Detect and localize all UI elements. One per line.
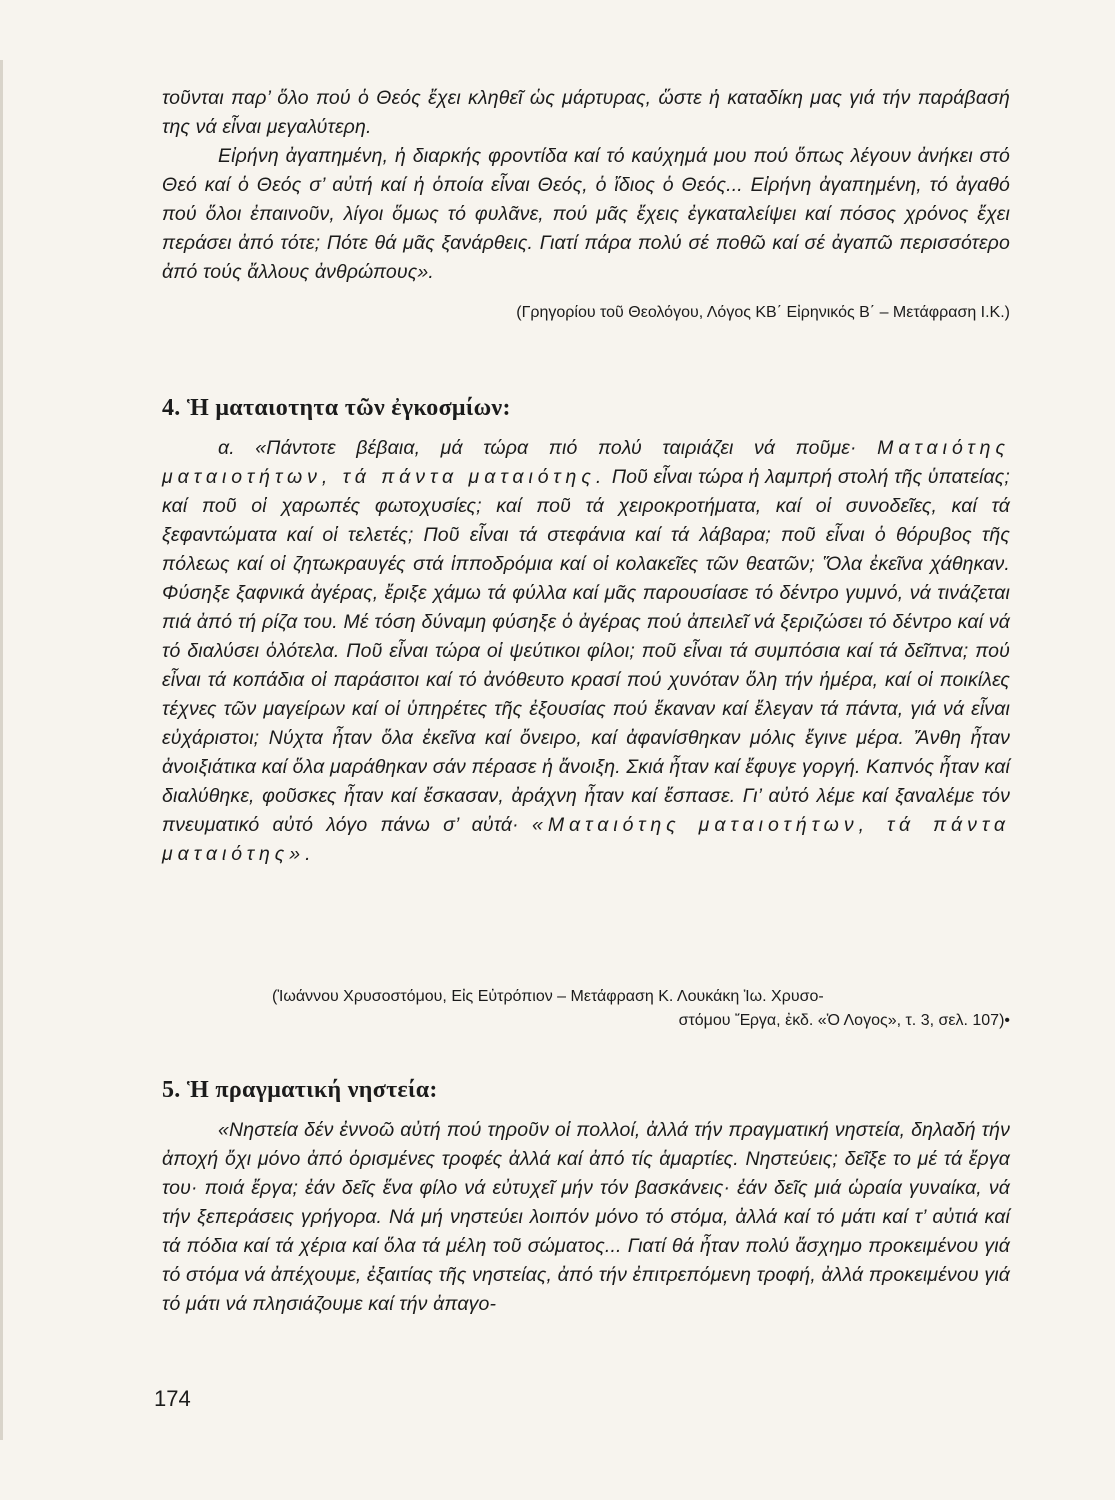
section3-tail xyxy=(162,84,1010,325)
citation-line-1: (Ἰωάννου Χρυσοστόμου, Εἰς Εὐτρόπιον – Μετάφραση Κ. Λουκάκη Ἰω. Χρυσο- xyxy=(272,988,824,1005)
section5-body: «Νηστεία δέν ἐννοῶ αὐτή πού τηροῦν οἱ πολλοί, ἀλλά τήν πραγματική νηστεία, δηλαδή τήν ἀποχή ὄχι μόνο ἀπό ὁρισμένες τροφές ἀλλά καί ἀπό τίς ἁμαρτίες. Νηστεύεις; δεῖξε το μέ τά ἔργα του· ποιά ἔργα; ἐάν δεῖς ἕνα φίλο νά εὐτυχεῖ μήν τόν βασκάνεις· ἐάν δεῖς μιά ὡραία γυναίκα, νά τήν ξεπεράσεις γρήγορα. Νά μή νηστεύει λοιπόν μόνο τό στόμα, ἀλλά καί τό μάτι καί τ’ αὐτιά καί τά πόδια καί τά χέρια καί ὅλα τά μέλη τοῦ σώματος... Γιατί θά ἦταν πολύ ἄσχημο προκειμένου γιά τό στόμα νά ἀπέχουμε, ἐξαιτίας τῆς νηστείας, ἀπό τήν ἐπιτρεπόμενη τροφή, ἀλλά προκειμένου γιά τό μάτι νά πλησιάζουμε καί τήν ἀπαγο- xyxy=(162,1119,1010,1315)
section4-lead: α. «Πάντοτε βέβαια, μά τώρα πιό πολύ ταιριάζει νά ποῦμε· xyxy=(218,437,857,459)
section4-body xyxy=(162,434,1010,869)
section4-text: Ποῦ εἶναι τώρα ἡ λαμπρή στολή τῆς ὑπατείας; καί ποῦ οἱ χαρωπές φωτοχυσίες; καί ποῦ τά χειροκροτήματα, καί οἱ συνοδεῖες, καί τά ξεφαντώματα καί οἱ τελετές; Ποῦ εἶναι τά στεφάνια καί τά λάβαρα; ποῦ εἶναι ὁ θόρυβος τῆς πόλεως καί οἱ ζητωκραυγές στά ἱπποδρόμια καί οἱ κολακεῖες τῶν θεατῶν; Ὅλα ἐκεῖνα χάθηκαν. Φύσηξε ξαφνικά ἀγέρας, ἔριξε χάμω τά φύλλα καί μᾶς παρουσίασε τό δέντρο γυμνό, νά τινάζεται πιά ἀπό τή ρίζα του. Μέ τόση δύναμη φύσηξε ὁ ἀγέρας πού ἀπειλεῖ νά ξεριζώσει τό δέντρο καί νά τό διαλύσει ὁλότελα. Ποῦ εἶναι τώρα οἱ ψεύτικοι φίλοι; ποῦ εἶναι τά συμπόσια καί τά δεῖπνα; πού εἶναι τά κοπάδια οἱ παράσιτοι καί τό ἀνόθευτο κρασί πού χυνόταν ὅλη τήν ἡμέρα, καί οἱ ποικίλες τέχνες τῶν μαγείρων καί οἱ ὑπηρέτες τῆς ἐξουσίας πού ἔκαναν καί ἔλεγαν τά πάντα, γιά νά εἶναι εὐχάριστοι; Νύχτα ἦταν ὅλα ἐκεῖνα καί ὄνειρο, καί ἀφανίσθηκαν μόλις ἔγινε μέρα. Ἄνθη ἦταν ἀνοιξιάτικα καί ὅλα μαράθηκαν σάν πέρασε ἡ ἄνοιξη. Σκιά ἦταν καί ἔφυγε γοργή. Καπνός ἦταν καί διαλύθηκε, φοῦσκες ἦταν καί ἔσκασαν, ἀράχνη ἦταν καί ἔσπασε. Γι’ αὐτό λέμε καί ξαναλέμε τόν πνευματικό αὐτό λόγο πάνω σ’ αὐτά· xyxy=(162,466,1011,836)
citation-chrysostom xyxy=(162,985,1010,1033)
section4-heading: 4. Ἡ ματαιοτητα τῶν ἐγκοσμίων: xyxy=(162,395,511,421)
page-number: 174 xyxy=(154,1386,191,1411)
vanity-phrase-1: Ματαιότης ματαιοτήτων, τά πάντα ματαιότης. xyxy=(162,437,1010,488)
citation-line-2: στόμου Ἔργα, ἐκδ. «Ὁ Λογος», τ. 3, σελ. 107)• xyxy=(678,1012,1010,1029)
paragraph-eirini: Εἰρήνη ἀγαπημένη, ἡ διαρκής φροντίδα καί τό καύχημά μου πού ὅπως λέγουν ἀνήκει στό Θεό καί ὁ Θεός σ’ αὐτή καί ἡ ὁποία εἶναι Θεός, ὁ ἴδιος ὁ Θεός... Εἰρήνη ἀγαπημένη, τό ἀγαθό πού ὅλοι ἐπαινοῦν, λίγοι ὅμως τό φυλᾶνε, πού μᾶς ἔχεις ἐγκαταλείψει καί πόσος χρόνος ἔχει περάσει ἀπό τότε; Πότε θά μᾶς ξανάρθεις. Γιατί πάρα πολύ σέ ποθῶ καί σέ ἀγαπῶ περισσότερο ἀπό τούς ἄλλους ἀνθρώπους». xyxy=(162,145,1010,283)
citation-gregory: (Γρηγορίου τοῦ Θεολόγου, Λόγος ΚΒ΄ Εἰρηνικός Β΄ – Μετάφραση Ι.Κ.) xyxy=(516,304,1010,321)
section4 xyxy=(162,395,1010,869)
paragraph-continuation: τοῦνται παρ’ ὅλο πού ὁ Θεός ἔχει κληθεῖ ὡς μάρτυρας, ὥστε ἡ καταδίκη μας γιά τήν παράβασή της νά εἶναι μεγαλύτερη. xyxy=(162,87,1010,138)
vanity-phrase-2: «Ματαιότης ματαιοτήτων, τά πάντα ματαιότης». xyxy=(162,814,1010,865)
section5 xyxy=(162,1077,1010,1319)
section5-heading: 5. Ἡ πραγματική νηστεία: xyxy=(162,1077,438,1103)
page-edge xyxy=(0,60,3,1440)
